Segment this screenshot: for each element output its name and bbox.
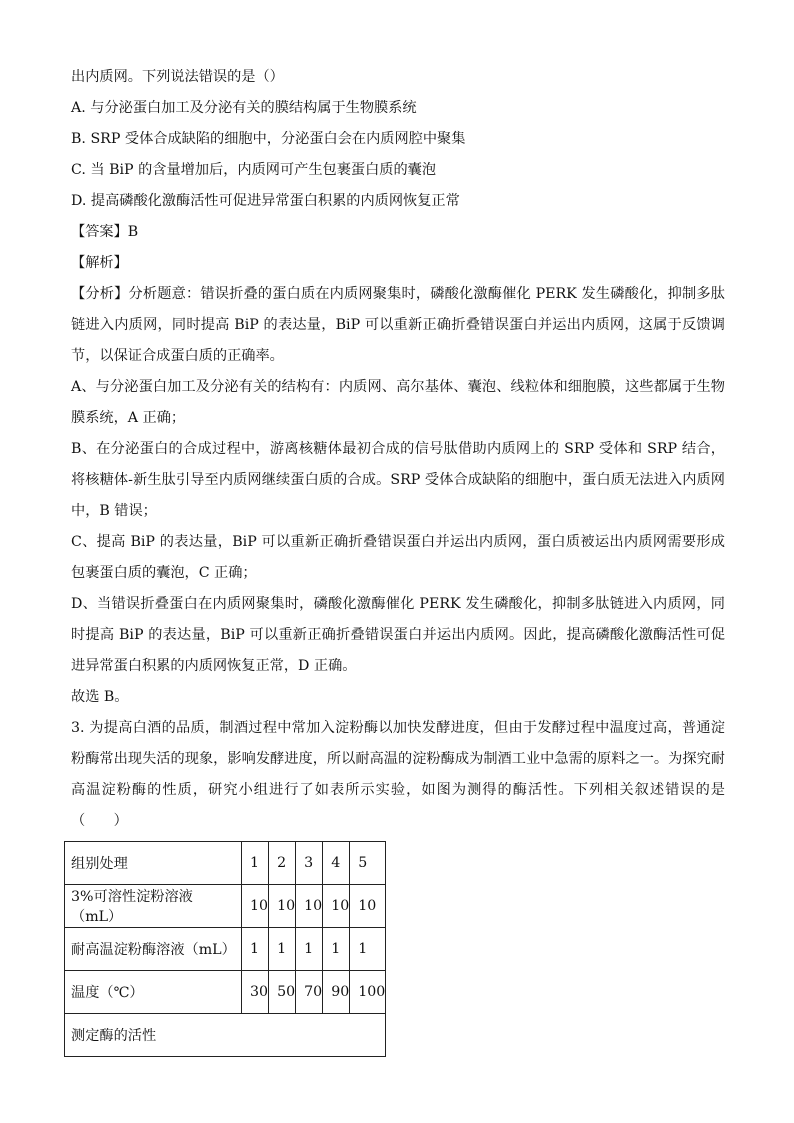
group-cell: 2 [269,842,296,885]
value-cell: 100 [350,971,386,1014]
value-cell: 1 [350,928,386,971]
analysis-heading: 【解析】 [71,255,128,271]
option-d: D. 提高磷酸化激酶活性可促进异常蛋白积累的内质网恢复正常 [71,193,460,209]
value-cell: 1 [269,928,296,971]
option-a: A. 与分泌蛋白加工及分泌有关的膜结构属于生物膜系统 [71,100,417,116]
document-page [71,62,725,1057]
table-header-cell: 组别处理 [65,842,242,885]
option-c: C. 当 BiP 的含量增加后，内质网可产生包裹蛋白质的囊泡 [71,162,437,178]
table-row [65,1014,386,1057]
value-cell: 10 [242,885,269,928]
value-cell: 90 [323,971,350,1014]
value-cell: 70 [296,971,323,1014]
table-row [65,885,386,928]
value-cell: 10 [350,885,386,928]
analysis-summary: 【分析】分析题意：错误折叠的蛋白质在内质网聚集时，磷酸化激酶催化 PERK 发生磷酸化，抑制多肽链进入内质网，同时提高 BiP 的表达量，BiP 可以重新正确折叠错误蛋白并运出内质网，这属于反馈调节，以保证合成蛋白质的正确率。 [71,286,725,364]
group-cell: 5 [350,842,386,885]
experiment-table [64,841,386,1057]
value-cell: 1 [242,928,269,971]
value-cell: 50 [269,971,296,1014]
table-footer-cell: 测定酶的活性 [65,1014,386,1057]
analysis-d: D、当错误折叠蛋白在内质网聚集时，磷酸化激酶催化 PERK 发生磷酸化，抑制多肽链进入内质网，同时提高 BiP 的表达量，BiP 可以重新正确折叠错误蛋白并运出内质网。因此，提高磷酸化激酶活性可促进异常蛋白积累的内质网恢复正常，D 正确。 [71,596,725,674]
group-cell: 4 [323,842,350,885]
analysis-b: B、在分泌蛋白的合成过程中，游离核糖体最初合成的信号肽借助内质网上的 SRP 受体和 SRP 结合，将核糖体-新生肽引导至内质网继续蛋白质的合成。SRP 受体合成缺陷的细胞中，蛋白质无法进入内质网中，B 错误； [71,441,725,519]
row-label: 3%可溶性淀粉溶液（mL） [65,885,242,928]
table-row [65,971,386,1014]
answer-line: 【答案】B [71,224,139,240]
row-label: 温度（℃） [65,971,242,1014]
value-cell: 30 [242,971,269,1014]
option-b: B. SRP 受体合成缺陷的细胞中，分泌蛋白会在内质网腔中聚集 [71,131,466,147]
value-cell: 10 [323,885,350,928]
conclusion: 故选 B。 [71,689,129,705]
question-stem-tail: 出内质网。下列说法错误的是（） [71,69,284,85]
table-row [65,842,386,885]
value-cell: 1 [296,928,323,971]
row-label: 耐高温淀粉酶溶液（mL） [65,928,242,971]
group-cell: 3 [296,842,323,885]
table-row [65,928,386,971]
analysis-c: C、提高 BiP 的表达量，BiP 可以重新正确折叠错误蛋白并运出内质网，蛋白质被运出内质网需要形成包裹蛋白质的囊泡，C 正确； [71,534,725,581]
question-3-stem: 3. 为提高白酒的品质，制酒过程中常加入淀粉酶以加快发酵进度，但由于发酵过程中温度过高，普通淀粉酶常出现失活的现象，影响发酵进度，所以耐高温的淀粉酶成为制酒工业中急需的原料之一。为探究耐高温淀粉酶的性质，研究小组进行了如表所示实验，如图为测得的酶活性。下列相关叙述错误的是（ ） [71,720,725,829]
analysis-a: A、与分泌蛋白加工及分泌有关的结构有：内质网、高尔基体、囊泡、线粒体和细胞膜，这些都属于生物膜系统，A 正确； [71,379,725,426]
value-cell: 1 [323,928,350,971]
group-cell: 1 [242,842,269,885]
value-cell: 10 [269,885,296,928]
value-cell: 10 [296,885,323,928]
